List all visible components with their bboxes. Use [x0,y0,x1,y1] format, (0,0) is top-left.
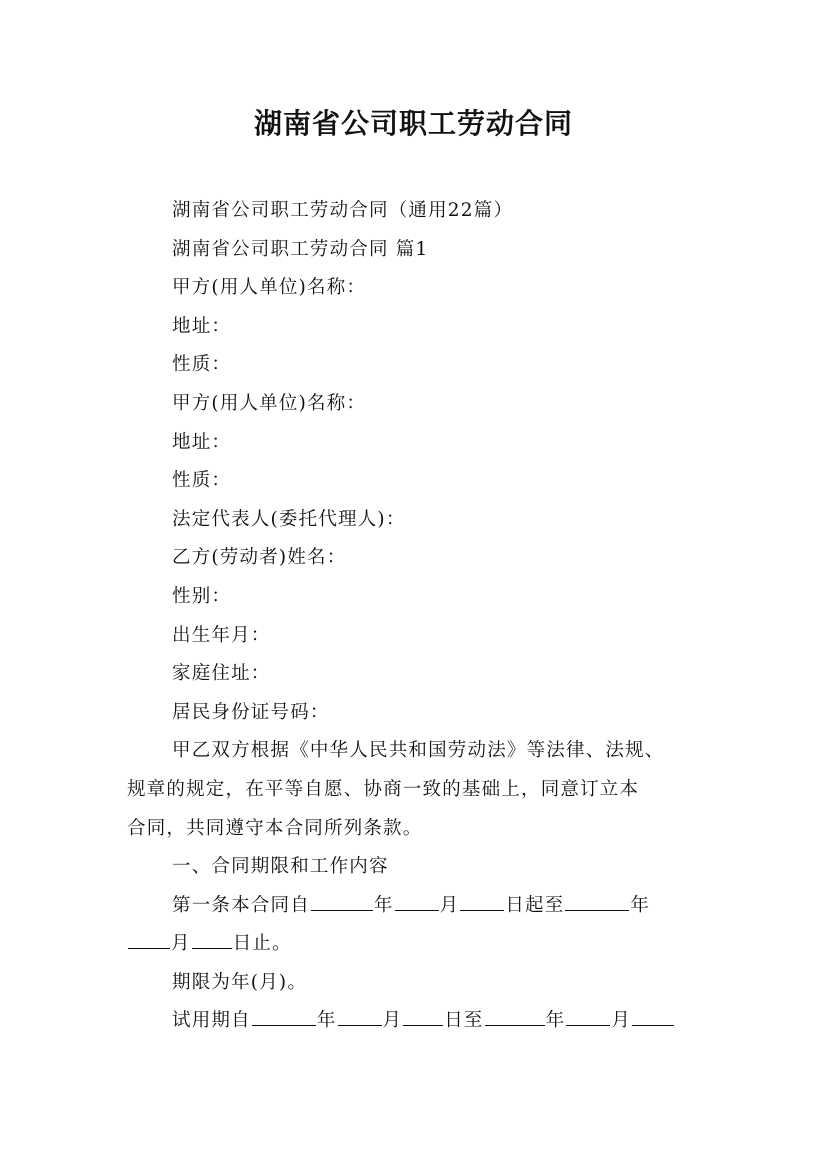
paragraph-line: 合同，共同遵守本合同所列条款。 [127,817,423,839]
clause-line [127,887,703,926]
clause-end: 日止。 [232,933,292,955]
section-heading: 一、合同期限和工作内容 [172,856,389,878]
probation-month: 月 [382,1010,403,1032]
fill-blank[interactable] [395,888,439,911]
text-line: 地址： [172,315,232,337]
text-line: 性别： [172,585,232,607]
text-line: 甲方(用人单位)名称： [172,277,367,299]
probation-line [127,1002,703,1041]
clause-prefix: 第一条本合同自 [172,894,310,916]
document-title: 湖南省公司职工劳动合同 [253,107,573,140]
text-line: 期限为年(月)。 [172,971,308,993]
paragraph-line: 规章的规定，在平等自愿、协商一致的基础上，同意订立本 [127,778,640,800]
document-body [127,192,703,1041]
clause-month2: 月 [171,933,191,955]
text-line: 法定代表人(委托代理人)： [172,508,406,530]
fill-blank[interactable] [632,1003,674,1026]
fill-blank[interactable] [460,888,504,911]
clause-year2: 年 [630,894,651,916]
text-line: 地址： [172,431,232,453]
fill-blank[interactable] [566,1003,610,1026]
fill-blank[interactable] [192,926,232,949]
probation-year: 年 [316,1010,337,1032]
fill-blank[interactable] [311,888,373,911]
text-line: 湖南省公司职工劳动合同（通用22篇） [172,200,514,221]
probation-month2: 月 [611,1010,632,1032]
text-line: 居民身份证号码： [172,701,330,723]
text-line: 出生年月： [172,624,271,646]
text-line: 乙方(劳动者)姓名： [172,547,347,569]
probation-year2: 年 [545,1010,566,1032]
text-line: 性质： [172,470,232,492]
clause-line [127,925,703,964]
fill-blank[interactable] [252,1003,316,1026]
fill-blank[interactable] [403,1003,443,1026]
clause-month: 月 [439,894,460,916]
probation-day-to: 日至 [444,1010,484,1032]
fill-blank[interactable] [565,888,629,911]
paragraph-line: 甲乙双方根据《中华人民共和国劳动法》等法律、法规、 [172,740,665,762]
fill-blank[interactable] [485,1003,545,1026]
probation-prefix: 试用期自 [172,1010,251,1032]
text-line: 湖南省公司职工劳动合同 篇1 [172,238,429,260]
text-line: 家庭住址： [172,663,271,685]
clause-year: 年 [373,894,394,916]
text-line: 性质： [172,354,232,376]
clause-day-from: 日起至 [505,894,565,916]
fill-blank[interactable] [128,926,170,949]
fill-blank[interactable] [338,1003,382,1026]
text-line: 甲方(用人单位)名称： [172,392,367,414]
